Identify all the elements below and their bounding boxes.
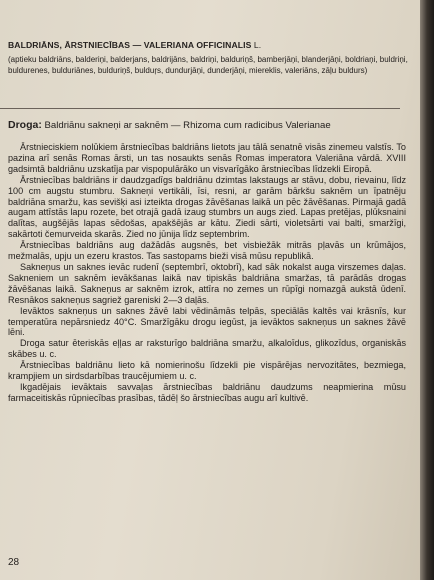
plant-heading — [8, 40, 410, 50]
paragraph: Ārstniecības baldriāns aug dažādās augsnēs, bet visbiežāk mitrās pļavās un krūmājos, mežmalās, upju un ezeru krastos. Tas sastopams bieži visā mūsu republikā. — [8, 240, 406, 262]
book-spine — [420, 0, 434, 580]
divider — [0, 108, 400, 109]
drug-line — [8, 119, 408, 131]
paragraph: Ikgadējais ievāktais savvaļas ārstniecības baldriānu daudzums neapmierina mūsu farmaceitiskās rūpniecības prasības, tādēļ šo ārstniecības augu arī kultivē. — [8, 381, 406, 403]
page-number: 28 — [8, 557, 20, 568]
plant-entry-header — [8, 40, 410, 76]
paragraph: Ārstniecības baldriānu lieto kā nomierinošu līdzekli pie vispārējas nervozitātes, bezmiega, krampjiem un sirdsdarbības traucējumiem u. c. — [8, 360, 406, 382]
plant-synonyms: (aptieku baldriāns, balderiņi, balderjans, baldrijāns, baldriņi, balduriņš, bamberjāņi, blanderjāņi, boldriaņi, buldriņi, buldurenes, bulduriānes, bulduriņš, bulduŗs, dundurjāņi, dunderjāņi, miereklis, valeriāns, zāļu buldurs) — [8, 55, 408, 75]
paragraph: Ārstniecības baldriāns ir daudzgadīgs baldriānu dzimtas lakstaugs ar stāvu, dobu, rievainu, līdz 100 cm augstu stumbru. Sakneņi vertikāli, īsi, resni, ar garām bārkšu saknēm un īpatnēju baldriāna smaržu, kas sevišķi asi izteikta drogas žāvēšanas laikā un pēc žāvēšanas. Pirmajā gadā augam attīstās lapu rozete, bet otrajā gadā izaug stumbrs un augs zied. Lapas pretējas, plūksnaini dalītas, augšējās lapas sēdošas, apakšējās ar kātu. Ziedi sārti, violetsārti vai balti, smaržīgi, sakārtoti čemurveida skarās. Zied no jūnija līdz septembrim. — [8, 174, 406, 240]
paragraph: Ārstnieciskiem nolūkiem ārstniecības baldriāns lietots jau tālā senatnē visās zinemeu valstīs. To pazina arī senās Romas ārsti, un tas nosaukts senās Romas imperatora Valeriāna vārdā. XVIII gadsimtā baldriānu uzskatīja par vispopulārāko un visvarīgāko ārstniecības līdzekli Eiropā. — [8, 142, 406, 174]
paragraph: Sakneņus un saknes ievāc rudenī (septembrī, oktobrī), kad sāk nokalst auga virszemes daļas. Sakneniem un saknēm ievākšanas laikā nav tipiskās baldriāna smaržas, tā parādās drogas žāvēšanas laikā. Sakneņus ar saknēm izrok, attīra no zemes un rūpīgi nomazgā aukstā ūdenī. Resnākos sakneņus sagriež gareniski 2—3 daļās. — [8, 261, 406, 305]
drug-label: Droga: — [8, 119, 42, 131]
body-text — [8, 142, 406, 404]
drug-text: Baldriānu sakneņi ar saknēm — Rhizoma cum radicibus Valerianae — [41, 120, 331, 131]
plant-title: BALDRIĀNS, ĀRSTNIECĪBAS — VALERIANA OFFICINALIS — [8, 40, 252, 50]
paragraph: Droga satur ēteriskās eļļas ar raksturīgo baldriāna smaržu, alkaloīdus, glikozīdus, organiskās skābes u. c. — [8, 338, 406, 360]
plant-author: L. — [251, 40, 262, 50]
paragraph: Ievāktos sakneņus un saknes žāvē labi vēdināmās telpās, speciālās kaltēs vai krāsnīs, kur temperatūra nepārsniedz 40°C. Smaržīgāku drogu iegūst, ja ievāktos sakneņus un saknes žāvē lēni. — [8, 305, 406, 338]
